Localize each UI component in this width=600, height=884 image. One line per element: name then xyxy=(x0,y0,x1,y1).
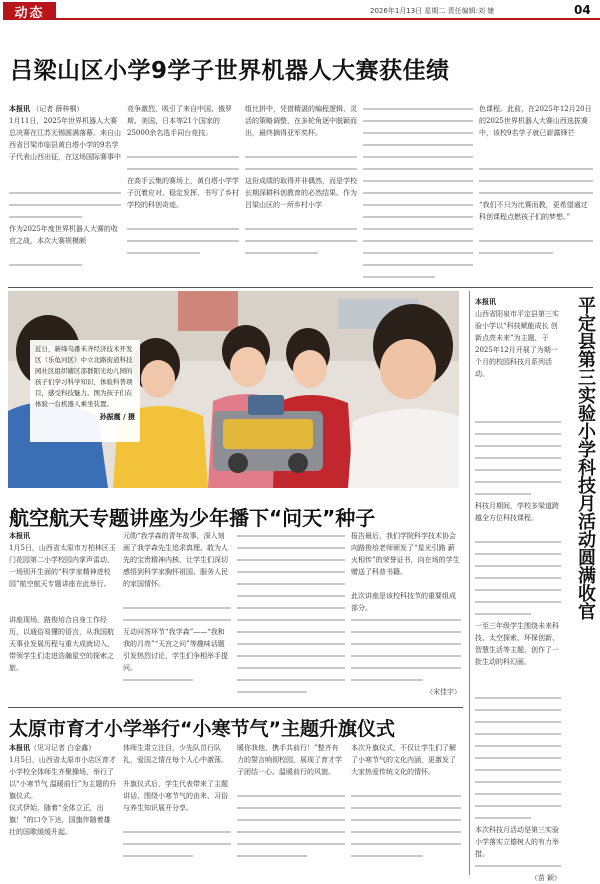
aviation-col-3 xyxy=(237,530,345,702)
aviation-author: （宋佳宇） xyxy=(426,688,461,696)
festival-line-4: 升旗仪式后，学生代表带来了主题讲话，围绕小寒节气的由来、习俗与养生知识展开分享。 xyxy=(123,780,228,812)
festival-col-4 xyxy=(351,742,461,876)
aviation-line-2: 讲座现场，路俊培合自身工作经历，以通俗易懂的语言，从我国航天事业发展历程与重大成就切入，带领学生们走进浩瀚星空的探索之旅。 xyxy=(9,616,114,672)
festival-line-6: 本次升旗仪式，不仅让学生们了解了小寒节气的文化内涵，更激发了大家热爱传统文化的情怀。 xyxy=(351,744,456,776)
section-tab: 动态 xyxy=(3,2,56,20)
festival-byline: 本报讯 xyxy=(9,743,30,752)
festival-col-1 xyxy=(9,742,117,876)
aviation-col-4 xyxy=(351,530,461,702)
main-line-5: 组比拼中，凭借精湛的编程逻辑、灵活的策略调整，在多轮角逐中脱颖而出，最终摘得亚军奖杯。 xyxy=(245,105,357,137)
aviation-col-2 xyxy=(123,530,231,702)
main-article-col-3 xyxy=(245,103,357,283)
main-article-rule xyxy=(8,287,593,288)
festival-line-2: 仪式伊始，随着“全体立正，出旗！”的口令下达，国旗伴随着雄壮的国歌缓缓升起。 xyxy=(9,804,111,836)
main-line-3: 竞争激烈，吸引了来自中国、俄罗斯、美国、日本等21个国家的25000余名选手同台竞技。 xyxy=(127,105,232,137)
aviation-byline: 本报讯 xyxy=(9,531,30,540)
science-author: （苗 颖） xyxy=(530,874,561,882)
festival-col-3 xyxy=(237,742,345,876)
main-line-2: 作为2025年度世界机器人大赛的收官之战，本次大赛规模颇 xyxy=(9,225,118,245)
page-number: 04 xyxy=(574,3,591,17)
main-byline: 本报讯 xyxy=(9,104,30,113)
main-line-4: 在高手云集的赛场上，黄白塔小学学子沉着应对、稳定发挥，书写了乡村学校的科创奇迹。 xyxy=(127,177,239,209)
science-line-2: 科技月期间，学校多梁道跨越全方位科技课程。 xyxy=(475,502,559,522)
right-column-divider xyxy=(469,291,470,875)
science-line-1: 山西省阳泉市平定县第三实验小学以“科技赋能成长 创新点亮未来”为主题，于2025年12月开展了为期一个月的校园科技月系列活动。 xyxy=(475,310,559,378)
header-rule xyxy=(56,18,600,20)
main-author: （记者 薛梓桐） xyxy=(32,105,84,113)
main-line-1: 1月11日，2025年世界机器人大赛总决赛在江苏无锡圆满落幕。来自山西省吕梁市临县黄白塔小学的9名学子代表山西出征，在这场国际赛事中 xyxy=(9,117,121,161)
aviation-line-3: 元勋“我学森的青年故事，深入刻画了我学森先生追求真理、敢为人先的宝贵精神内核，让学生们深切感悟到科学家胸怀祖国、服务人民的家国情怀。 xyxy=(123,532,228,588)
header-date: 2026年1月13日 星期二 责任编辑:刘 婕 xyxy=(370,7,495,15)
aviation-line-5: 报告最后，我们学院科学技术协会向路俊培老师颁发了“星光引路 薪火相传”的荣誉证书，向在场的学生赠送了科普书籍。 xyxy=(351,532,460,576)
aviation-article-rule xyxy=(8,707,463,708)
aviation-line-6: 此次讲座是该校科技节的重要组成部分。 xyxy=(351,592,456,612)
photo-credit: 孙振震 / 摄 xyxy=(99,413,135,421)
aviation-headline: 航空航天专题讲座为少年播下“问天”种子 xyxy=(9,506,376,530)
main-line-8: “我们不只为比赛而教，更希望通过科创课程点燃孩子们的梦想。” xyxy=(479,201,588,221)
aviation-line-1: 1月5日，山西省太原市万柏林区玉门花园第二小学校园内掌声雷动，一场别开生面的“科学家精神进校园”航空航天专题讲座在此举行。 xyxy=(9,544,116,588)
main-article-col-5 xyxy=(479,103,593,283)
science-month-headline: 平定县第三实验小学科技月活动圆满收官 xyxy=(575,296,596,620)
festival-line-1: 1月5日，山西省太原市小店区育才小学校全体师生齐聚操场，举行了以“小寒节气 温暖前行”为主题的升旗仪式。 xyxy=(9,756,117,800)
photo-caption: 近日，新绛乌番禾齐经济技术开发区（乐龟河区）中立北路街道科技园社区组织辖区部群阳光幼儿园的孩子们学习科学知识，体验科普项目，感受科技魅力。图为孩子们在体验一台机器人乘坐装置。 xyxy=(35,345,133,408)
photo-caption-box xyxy=(30,340,140,442)
main-article-col-1 xyxy=(9,103,121,283)
festival-line-5: 暖你我他，携手共前行！”整齐有力的誓言响彻校园，展现了育才学子团结一心、温暖前行的风貌。 xyxy=(237,744,342,776)
festival-line-3: 体师生肃立注目，少先队员行队礼，爱国之情在每个人心中激荡。 xyxy=(123,744,228,764)
main-line-6: 这份成绩的取得并非偶然，而是学校长期深耕科创教育的必然结果。作为吕梁山区的一所乡村小学 xyxy=(245,177,357,209)
aviation-line-4: 互动问答环节“我学森”——“我和我的月亮”“天宫之问”等趣味话题引发热烈讨论，学生们争相举手提问。 xyxy=(123,628,228,672)
main-article-col-4 xyxy=(363,103,473,283)
aviation-col-1 xyxy=(9,530,117,702)
main-line-7: 色课程。此前，在2025年12月20日的2025世界机器人大赛山西选拔赛中，该校9名学子就已崭露锋芒 xyxy=(479,105,592,137)
science-article-body xyxy=(475,296,561,882)
festival-author: （见习记者 白金鑫） xyxy=(30,744,96,752)
festival-col-2 xyxy=(123,742,231,876)
science-line-4: 本次科技月活动是第三实验小学落实立德树人的有力举措。 xyxy=(475,826,559,858)
science-line-3: 一至三年级学生围绕未来科技、太空探索、环保创新、智慧生活等主题，创作了一批生动的科幻画。 xyxy=(475,622,559,666)
main-article-col-2 xyxy=(127,103,239,283)
science-byline: 本报讯 xyxy=(475,297,496,306)
festival-headline: 太原市育才小学举行“小寒节气”主题升旗仪式 xyxy=(9,718,395,740)
main-headline: 吕梁山区小学9学子世界机器人大赛获佳绩 xyxy=(10,58,450,84)
